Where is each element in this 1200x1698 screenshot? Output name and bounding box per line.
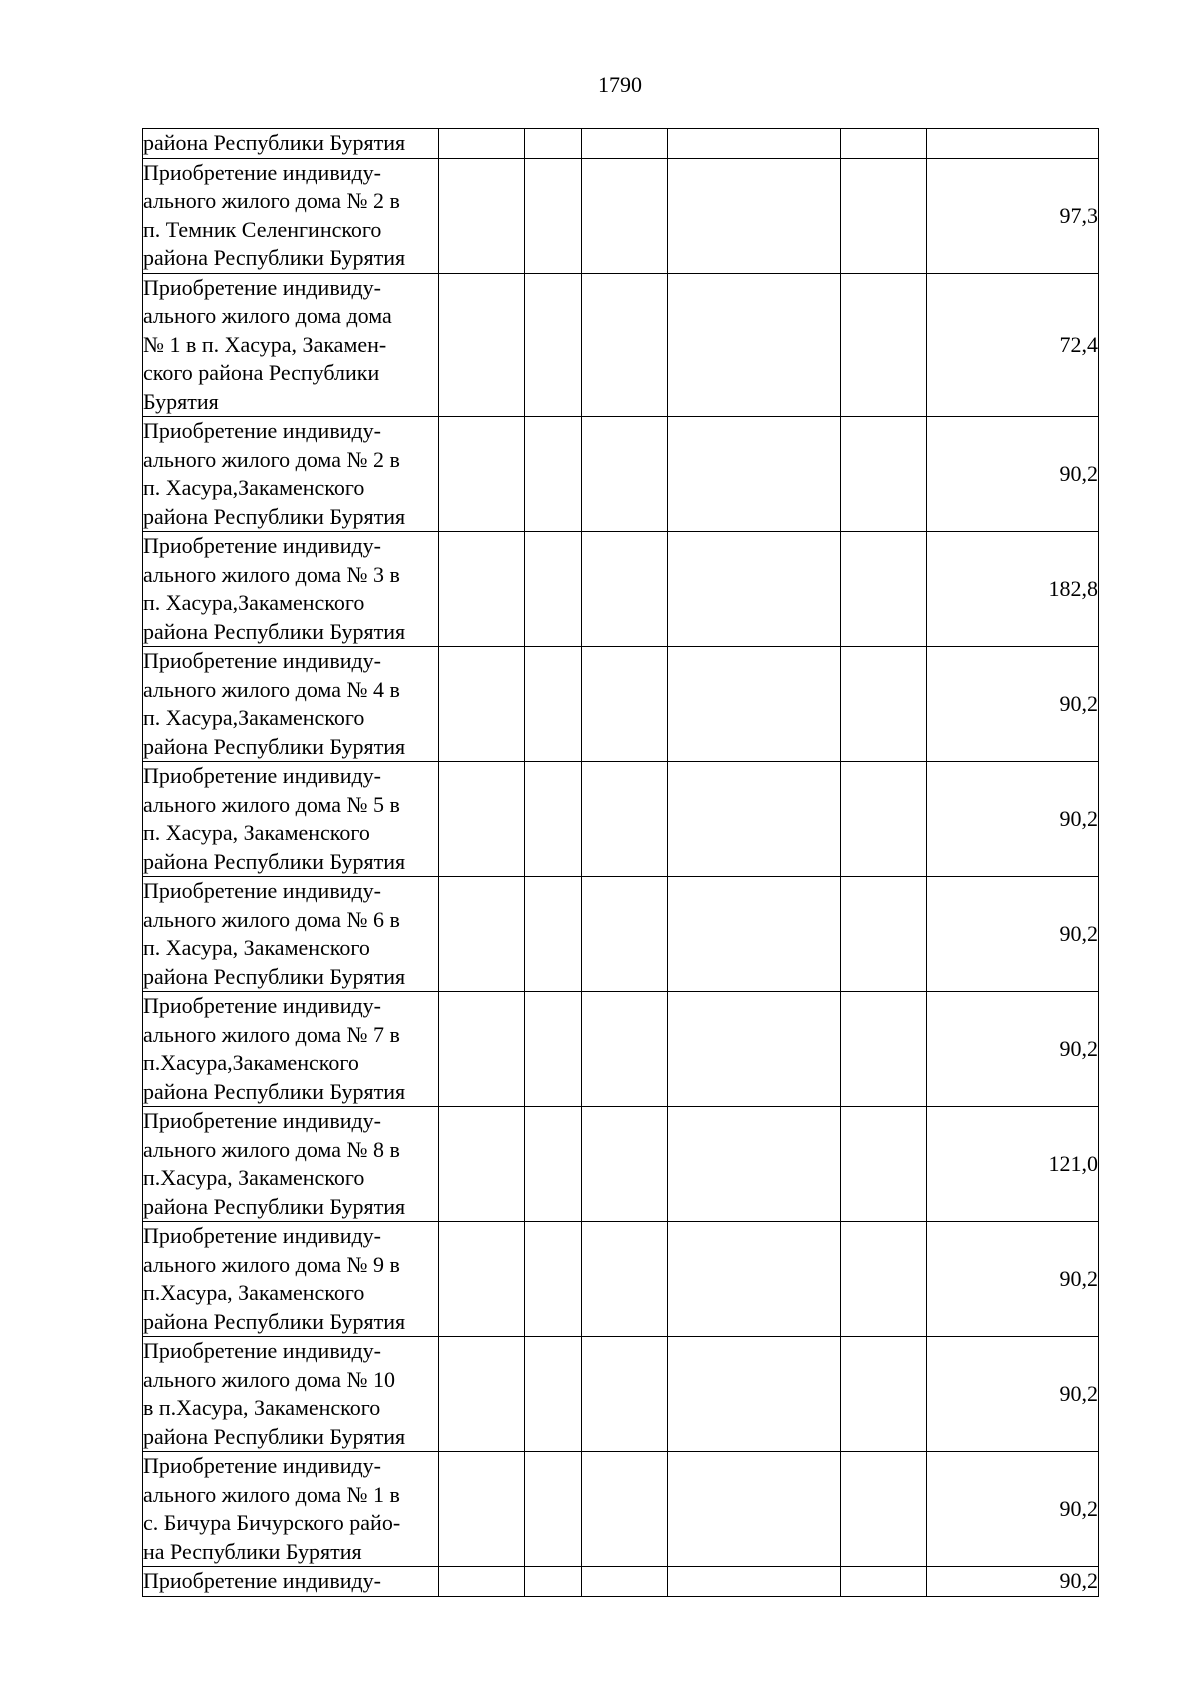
row-value <box>927 1222 1099 1337</box>
row-value <box>927 1452 1099 1567</box>
empty-cell <box>668 1222 841 1337</box>
row-description-text: Приобретение индивиду- ального жилого дома № 1 в с. Бичура Бичурского райо- на Республики Бурятия <box>143 1453 401 1564</box>
empty-cell <box>668 273 841 417</box>
row-description <box>143 1452 439 1567</box>
row-description <box>143 129 439 159</box>
empty-cell <box>668 1107 841 1222</box>
table-body <box>143 129 1099 1597</box>
row-description-text: района Республики Бурятия <box>143 130 406 155</box>
empty-cell <box>439 1567 525 1597</box>
empty-cell <box>841 532 927 647</box>
empty-cell <box>582 1107 668 1222</box>
empty-cell <box>525 1337 582 1452</box>
table-row <box>143 1567 1099 1597</box>
empty-cell <box>668 129 841 159</box>
empty-cell <box>668 1337 841 1452</box>
empty-cell <box>582 992 668 1107</box>
empty-cell <box>668 1567 841 1597</box>
row-description-text: Приобретение индивиду- ального жилого дома дома № 1 в п. Хасура, Закамен- ского района Республики Бурятия <box>143 274 392 414</box>
table-row <box>143 1337 1099 1452</box>
row-value-text: 97,3 <box>1059 202 1098 228</box>
empty-cell <box>525 992 582 1107</box>
empty-cell <box>841 1107 927 1222</box>
table-row <box>143 273 1099 417</box>
empty-cell <box>439 877 525 992</box>
row-description-text: Приобретение индивиду- ального жилого дома № 6 в п. Хасура, Закаменского района Республики Бурятия <box>143 878 406 989</box>
empty-cell <box>668 532 841 647</box>
empty-cell <box>668 762 841 877</box>
empty-cell <box>668 158 841 273</box>
row-value-text: 90,2 <box>1059 461 1098 486</box>
empty-cell <box>841 762 927 877</box>
row-value-text: 121,0 <box>1048 1151 1098 1176</box>
row-value <box>927 532 1099 647</box>
table-row <box>143 992 1099 1107</box>
empty-cell <box>841 992 927 1107</box>
page-number: 1790 <box>598 72 642 97</box>
row-description-text: Приобретение индивиду- ального жилого дома № 3 в п. Хасура,Закаменского района Республики Бурятия <box>143 533 406 644</box>
row-description <box>143 647 439 762</box>
row-value <box>927 1337 1099 1452</box>
empty-cell <box>439 273 525 417</box>
empty-cell <box>668 877 841 992</box>
empty-cell <box>582 273 668 417</box>
row-description <box>143 273 439 417</box>
row-description <box>143 1222 439 1337</box>
empty-cell <box>582 1567 668 1597</box>
empty-cell <box>525 158 582 273</box>
table-row <box>143 1452 1099 1567</box>
empty-cell <box>582 762 668 877</box>
empty-cell <box>439 417 525 532</box>
table-row <box>143 762 1099 877</box>
row-description <box>143 417 439 532</box>
empty-cell <box>525 877 582 992</box>
empty-cell <box>525 532 582 647</box>
row-value-text: 90,2 <box>1059 1036 1098 1061</box>
row-description-text: Приобретение индивиду- ального жилого дома № 7 в п.Хасура,Закаменского района Республики Бурятия <box>143 993 406 1104</box>
row-value <box>927 273 1099 417</box>
empty-cell <box>439 1452 525 1567</box>
row-description <box>143 1107 439 1222</box>
empty-cell <box>582 1452 668 1567</box>
row-description <box>143 762 439 877</box>
empty-cell <box>525 1567 582 1597</box>
table-row <box>143 129 1099 159</box>
table-row <box>143 532 1099 647</box>
empty-cell <box>668 992 841 1107</box>
empty-cell <box>841 877 927 992</box>
table-row <box>143 417 1099 532</box>
row-value-text: 90,2 <box>1059 921 1098 946</box>
row-value-text: 90,2 <box>1059 691 1098 716</box>
row-value <box>927 1567 1099 1597</box>
row-value <box>927 877 1099 992</box>
row-value <box>927 417 1099 532</box>
empty-cell <box>841 1337 927 1452</box>
empty-cell <box>439 647 525 762</box>
row-value-text: 90,2 <box>1059 1381 1098 1406</box>
empty-cell <box>582 1222 668 1337</box>
table-row <box>143 1222 1099 1337</box>
row-description-text: Приобретение индивиду- <box>143 1568 382 1593</box>
row-description-text: Приобретение индивиду- ального жилого дома № 2 в п. Темник Селенгинского района Республики Бурятия <box>143 159 406 270</box>
empty-cell <box>525 1222 582 1337</box>
empty-cell <box>525 647 582 762</box>
row-description-text: Приобретение индивиду- ального жилого дома № 8 в п.Хасура, Закаменского района Республики Бурятия <box>143 1108 406 1219</box>
row-description-text: Приобретение индивиду- ального жилого дома № 5 в п. Хасура, Закаменского района Республики Бурятия <box>143 763 406 874</box>
empty-cell <box>582 417 668 532</box>
empty-cell <box>525 1107 582 1222</box>
empty-cell <box>841 1567 927 1597</box>
empty-cell <box>841 417 927 532</box>
table-row <box>143 1107 1099 1222</box>
empty-cell <box>525 1452 582 1567</box>
empty-cell <box>525 273 582 417</box>
table-row <box>143 877 1099 992</box>
row-value <box>927 992 1099 1107</box>
row-value <box>927 158 1099 273</box>
row-value <box>927 1107 1099 1222</box>
empty-cell <box>439 532 525 647</box>
row-description <box>143 992 439 1107</box>
empty-cell <box>841 647 927 762</box>
row-value-text: 72,4 <box>1059 331 1098 357</box>
empty-cell <box>439 129 525 159</box>
empty-cell <box>439 158 525 273</box>
row-value <box>927 647 1099 762</box>
row-value-text: 90,2 <box>1059 1496 1098 1521</box>
empty-cell <box>582 877 668 992</box>
empty-cell <box>525 417 582 532</box>
empty-cell <box>582 1337 668 1452</box>
empty-cell <box>439 1107 525 1222</box>
empty-cell <box>439 1222 525 1337</box>
data-table <box>142 128 1099 1597</box>
empty-cell <box>841 273 927 417</box>
row-description <box>143 1567 439 1597</box>
empty-cell <box>668 1452 841 1567</box>
row-description-text: Приобретение индивиду- ального жилого дома № 2 в п. Хасура,Закаменского района Республики Бурятия <box>143 418 406 529</box>
empty-cell <box>582 158 668 273</box>
empty-cell <box>841 1222 927 1337</box>
row-description <box>143 532 439 647</box>
row-value <box>927 129 1099 159</box>
row-description-text: Приобретение индивиду- ального жилого дома № 9 в п.Хасура, Закаменского района Республики Бурятия <box>143 1223 406 1334</box>
empty-cell <box>525 762 582 877</box>
row-description <box>143 877 439 992</box>
table-row <box>143 158 1099 273</box>
row-value-text: 90,2 <box>1059 806 1098 831</box>
empty-cell <box>841 1452 927 1567</box>
empty-cell <box>841 158 927 273</box>
row-description-text: Приобретение индивиду- ального жилого дома № 10 в п.Хасура, Закаменского района Республики Бурятия <box>143 1338 406 1449</box>
row-value-text: 182,8 <box>1048 576 1098 601</box>
empty-cell <box>525 129 582 159</box>
empty-cell <box>668 417 841 532</box>
empty-cell <box>668 647 841 762</box>
row-description <box>143 158 439 273</box>
empty-cell <box>582 647 668 762</box>
empty-cell <box>582 532 668 647</box>
row-value-text: 90,2 <box>1059 1568 1098 1594</box>
row-value <box>927 762 1099 877</box>
empty-cell <box>841 129 927 159</box>
empty-cell <box>439 762 525 877</box>
empty-cell <box>439 992 525 1107</box>
row-description-text: Приобретение индивиду- ального жилого дома № 4 в п. Хасура,Закаменского района Республики Бурятия <box>143 648 406 759</box>
row-description <box>143 1337 439 1452</box>
table-row <box>143 647 1099 762</box>
empty-cell <box>439 1337 525 1452</box>
row-value-text: 90,2 <box>1059 1266 1098 1291</box>
empty-cell <box>582 129 668 159</box>
